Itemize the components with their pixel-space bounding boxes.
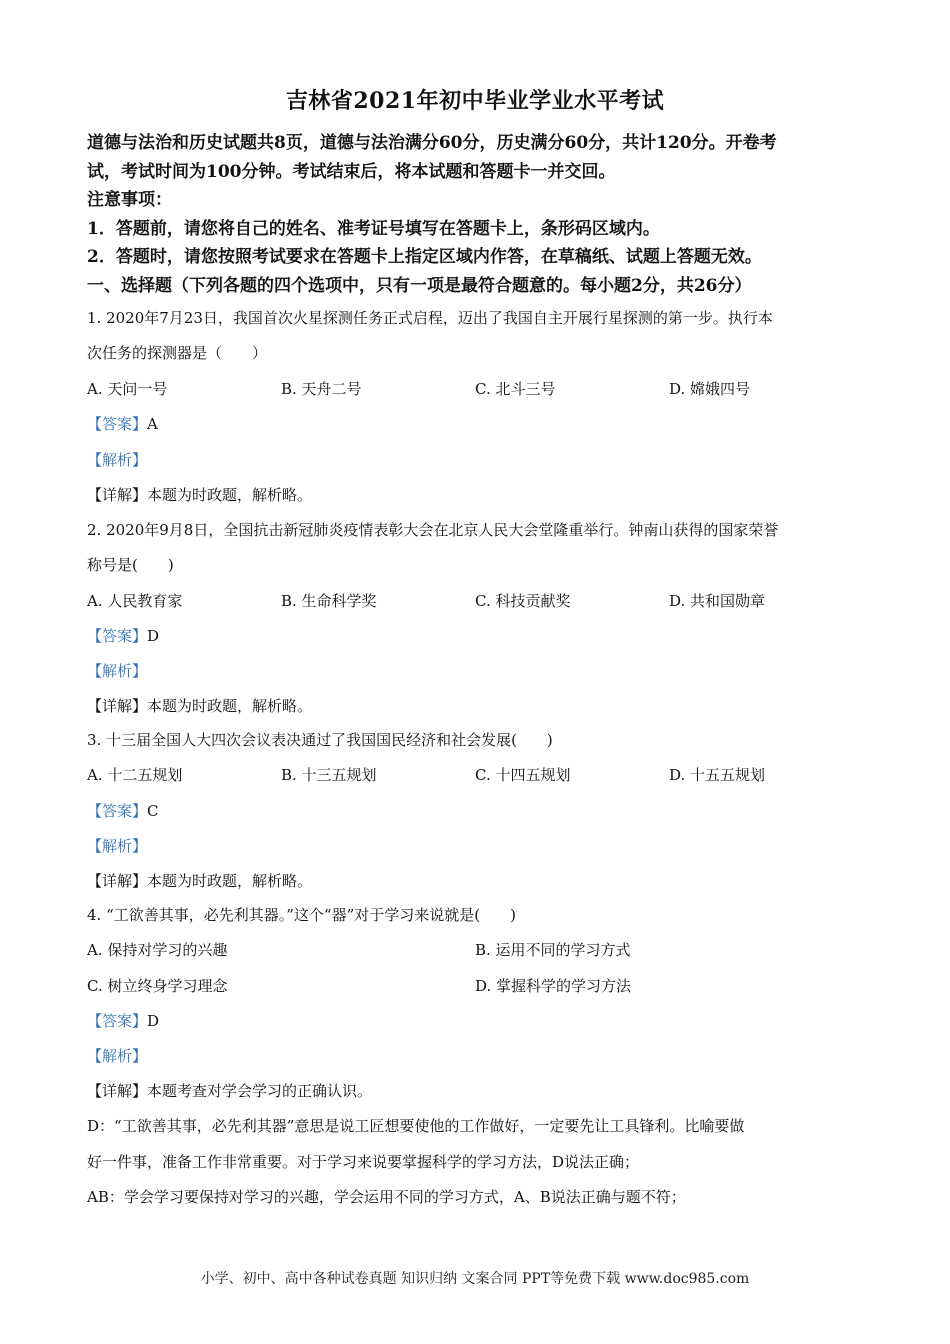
- question-2-detail: 【详解】本题为时政题，解析略。: [87, 697, 313, 715]
- question-1-option-d: D. 嫦娥四号: [669, 380, 751, 398]
- answer-label: 【答案】: [87, 1012, 148, 1030]
- question-2-option-a: A. 人民教育家: [87, 592, 183, 610]
- question-3-option-c: C. 十四五规划: [475, 766, 571, 784]
- question-3-option-a: A. 十二五规划: [87, 766, 183, 784]
- question-3-option-d: D. 十五五规划: [669, 766, 766, 784]
- question-2-option-c: C. 科技贡献奖: [475, 592, 571, 610]
- answer-label: 【答案】: [87, 802, 148, 820]
- question-1-option-b: B. 天舟二号: [281, 380, 362, 398]
- question-4-explanation-2: 好一件事，准备工作非常重要。对于学习来说要掌握科学的学习方法，D说法正确；: [87, 1153, 640, 1171]
- question-4-explanation-1: D：“工欲善其事，必先利其器”意思是说工匠想要使他的工作做好，一定要先让工具锋利。比喻要做: [87, 1117, 745, 1135]
- answer-label: 【答案】: [87, 627, 148, 645]
- question-2-stem-cont: 称号是( ): [87, 556, 174, 574]
- question-1-option-a: A. 天问一号: [87, 380, 168, 398]
- question-1-detail: 【详解】本题为时政题，解析略。: [87, 486, 313, 504]
- question-4-option-a: A. 保持对学习的兴趣: [87, 941, 228, 959]
- question-3-answer: [87, 800, 159, 821]
- question-4-analysis-label: 【解析】: [87, 1047, 148, 1065]
- answer-label: 【答案】: [87, 415, 148, 433]
- intro-line-1: 道德与法治和历史试题共8页，道德与法治满分60分，历史满分60分，共计120分。开卷考: [87, 133, 777, 153]
- question-4-detail: 【详解】本题考查对学会学习的正确认识。: [87, 1082, 373, 1100]
- answer-value: C: [147, 802, 159, 820]
- page-title: 吉林省2021年初中毕业学业水平考试: [285, 88, 665, 114]
- question-4-stem: 4. “工欲善其事，必先利其器。”这个“器”对于学习来说就是( ): [87, 906, 516, 924]
- answer-value: A: [147, 415, 158, 433]
- question-2-option-b: B. 生命科学奖: [281, 592, 377, 610]
- question-3-stem: 3. 十三届全国人大四次会议表决通过了我国国民经济和社会发展( ): [87, 731, 553, 749]
- notice-item-1: 1．答题前，请您将自己的姓名、准考证号填写在答题卡上，条形码区域内。: [87, 219, 660, 239]
- question-3-detail: 【详解】本题为时政题，解析略。: [87, 872, 313, 890]
- question-2-answer: [87, 625, 159, 646]
- question-1-stem-cont: 次任务的探测器是（ ）: [87, 344, 268, 362]
- intro-line-2: 试，考试时间为100分钟。考试结束后，将本试题和答题卡一并交回。: [87, 162, 616, 182]
- question-1-stem: 1. 2020年7月23日，我国首次火星探测任务正式启程，迈出了我国自主开展行星探测的第一步。执行本: [87, 309, 773, 327]
- question-2-analysis-label: 【解析】: [87, 662, 148, 680]
- answer-value: D: [147, 627, 160, 645]
- question-4-option-b: B. 运用不同的学习方式: [475, 941, 631, 959]
- section-heading: 一、选择题（下列各题的四个选项中，只有一项是最符合题意的。每小题2分，共26分）: [87, 276, 752, 296]
- question-4-option-d: D. 掌握科学的学习方法: [475, 977, 632, 995]
- notice-title: 注意事项：: [87, 190, 172, 210]
- question-1-answer: [87, 413, 158, 434]
- question-3-option-b: B. 十三五规划: [281, 766, 377, 784]
- question-2-option-d: D. 共和国勋章: [669, 592, 766, 610]
- question-4-answer: [87, 1010, 159, 1031]
- notice-item-2: 2．答题时，请您按照考试要求在答题卡上指定区域内作答，在草稿纸、试题上答题无效。: [87, 247, 762, 267]
- page-footer: 小学、初中、高中各种试卷真题 知识归纳 文案合同 PPT等免费下载 www.doc985.com: [200, 1271, 750, 1287]
- question-2-stem: 2. 2020年9月8日，全国抗击新冠肺炎疫情表彰大会在北京人民大会堂隆重举行。钟南山获得的国家荣誉: [87, 521, 779, 539]
- question-4-explanation-3: AB：学会学习要保持对学习的兴趣，学会运用不同的学习方式，A、B说法正确与题不符；: [87, 1188, 686, 1206]
- question-3-analysis-label: 【解析】: [87, 837, 148, 855]
- question-1-option-c: C. 北斗三号: [475, 380, 556, 398]
- question-1-analysis-label: 【解析】: [87, 451, 148, 469]
- answer-value: D: [147, 1012, 160, 1030]
- question-4-option-c: C. 树立终身学习理念: [87, 977, 228, 995]
